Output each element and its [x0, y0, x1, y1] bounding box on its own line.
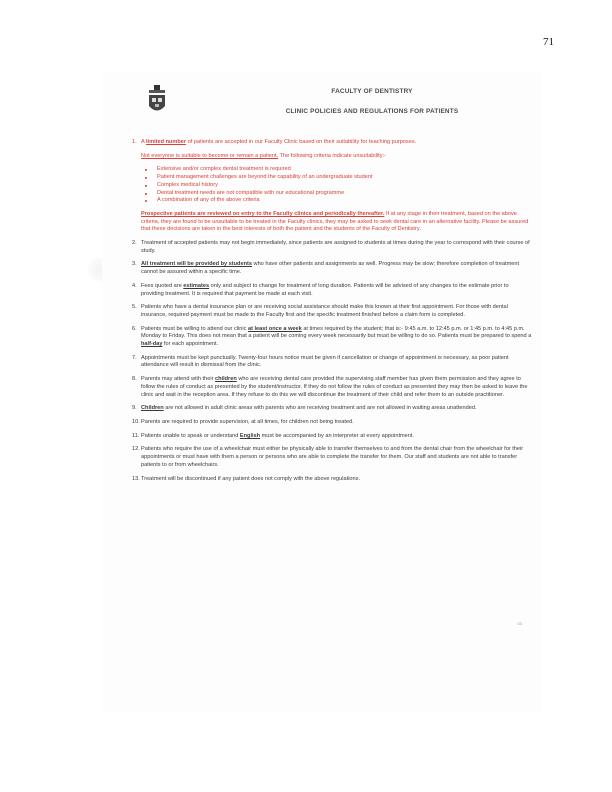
- regulation-item-13: 13. Treatment will be discontinued if any patient does not comply with the above regulations.: [132, 475, 361, 482]
- page-number: 71: [543, 36, 554, 48]
- criteria-item: Patient management challenges are beyond the capability of an undergraduate student: [141, 174, 532, 182]
- regulation-item-7: 7. Appointments must be kept punctually. Twenty-four hours notice must be given if cancellation or change of appointment is necessary, as poor patient attendance will result in dismissal from the clinic.: [132, 354, 509, 369]
- criteria-item: Extensive and/or complex dental treatment is required: [141, 166, 532, 174]
- regulation-item-9: 9. Children are not allowed in adult clinic areas with parents who are receiving treatment and are not allowed in waiting areas unattended.: [132, 405, 477, 412]
- criteria-item: A combination of any of the above criteria: [141, 197, 532, 205]
- regulation-item-6: 6. Patients must be willing to attend our clinic at least once a week at times required by the student; that is:- 9:45 a.m. to 12:45 p.m. or 1:45 p.m. to 4:45 p.m. Monday to Friday. This does not mean that a patient will be coming every week necessarily but must be willing to do so. Patients must be prepared to spend a half-day for each appointment.: [132, 325, 532, 348]
- criteria-item: Dental treatment needs are not compatible with our educational programme: [141, 190, 532, 198]
- unsuitability-criteria: [141, 166, 532, 205]
- regulation-item-8: 8. Parents may attend with their children who are receiving dental care provided the supervising staff member has given them permission and they agree to follow the rules of conduct as presented by the student/instructor. If they do not follow the rules of conduct as presented they may then be asked to leave the clinic and wait in the reception area. If they refuse to do this we will discontinue the treatment of their child and refer them to an outside practitioner.: [132, 376, 528, 398]
- regulation-item-12: 12. Patients who require the use of a wheelchair must either be physically able to transfer themselves to and from the dental chair from the wheelchair for their appointments or must have with them a person or persons who are able to complete the transfer for them. Our staff and students are not able to transfer patients to or from wheelchairs.: [132, 446, 524, 468]
- university-crest-icon: [146, 84, 168, 118]
- regulation-item-2: 2. Treatment of accepted patients may not begin immediately, since patients are assigned to students at times during the year to correspond with their course of study.: [132, 240, 530, 254]
- regulation-item-4: 4. Fees quoted are estimates only and subject to change for treatment of long duration. Patients will be advised of any changes to the estimate prior to providing treatment. It is required that payment be made at each visit.: [132, 282, 509, 297]
- regulation-item-10: 10. Parents are required to provide supervision, at all times, for children not being treated.: [132, 418, 354, 425]
- document-title: FACULTY OF DENTISTRY: [331, 88, 413, 95]
- regulation-item-5: 5. Patients who have a dental insurance plan or are receiving social assistance should make this known at their first appointment. For those with dental insurance, required payment must be made to the Faculty first and the specific treatment finished before a claim form is completed.: [132, 304, 508, 318]
- regulations-list: [132, 139, 532, 483]
- page-footnote: 03: [517, 621, 522, 626]
- scanned-document: [102, 72, 542, 712]
- regulation-item-1: 1. A limited number of patients are accepted in our Faculty Clinic based on their suitability for teaching purposes. Not everyone is suitable to become or remain a patient. The following criteria indicate unsuitability:- Extensive and/or complex dental treatment is required Patient management challenges are beyond the capability of an undergraduate student Complex medical history Dental treatment needs are not compatible with our educational programme A combination of any of the above criteria Prospective patients are reviewed on entry to the Faculty clinics and periodically thereafter. If at any stage in their treatment, based on the above criteria, they are found to be unsuitable to be treated in the Faculty clinics, they may be asked to seek dental care in an alternative facility. Please be assured that these decisions are taken in the best interests of both the patient and the students of the Faculty of Dentistry.: [132, 139, 532, 234]
- criteria-item: Complex medical history: [141, 182, 532, 190]
- regulation-item-11: 11. Patients unable to speak or understand English must be accompanied by an interpreter at every appointment.: [132, 432, 415, 439]
- document-subtitle: CLINIC POLICIES AND REGULATIONS FOR PATIENTS: [285, 108, 459, 115]
- regulation-item-3: 3. All treatment will be provided by students who have other patients and assignments as well. Progress may be slow; therefore completion of treatment cannot be assured within a specific time.: [132, 261, 520, 276]
